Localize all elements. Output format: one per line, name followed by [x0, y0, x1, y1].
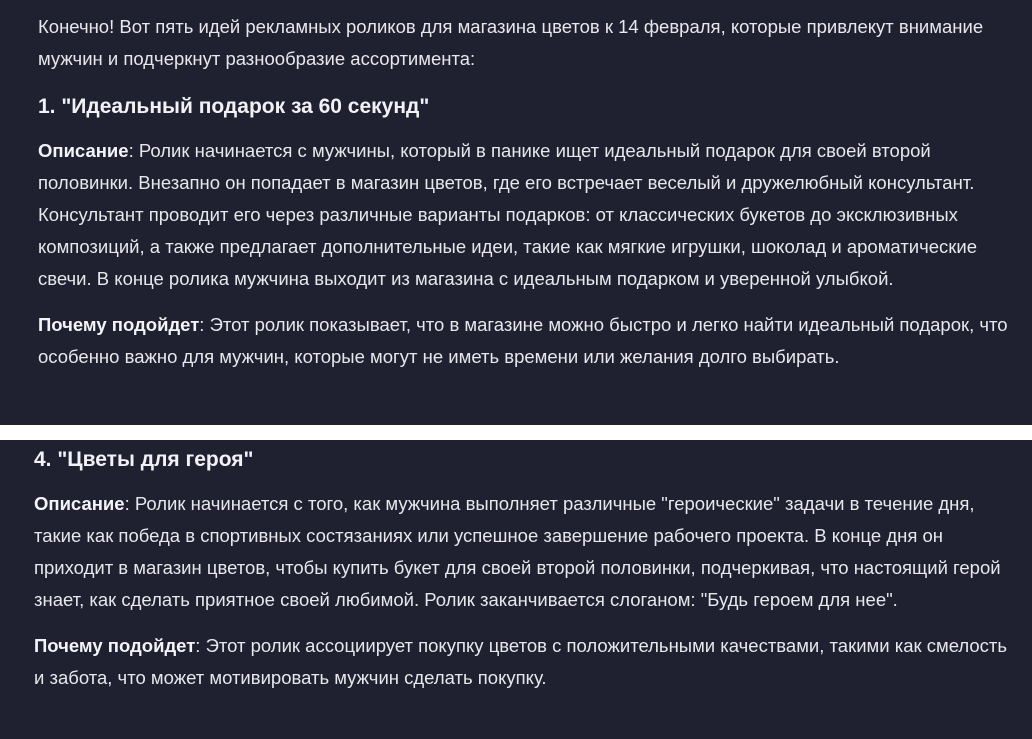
- description-text: : Ролик начинается с того, как мужчина выполняет различные "героические" задачи в течение дня, такие как победа в спортивных состязаниях или успешное завершение рабочего проекта. В конце дня он приходит в магазин цветов, чтобы купить букет для своей второй половинки, подчеркивая, что настоящий герой знает, как сделать приятное своей любимой. Ролик заканчивается слоганом: "Будь героем для нее".: [34, 493, 1001, 610]
- intro-paragraph: Конечно! Вот пять идей рекламных роликов для магазина цветов к 14 февраля, которые привлекут внимание мужчин и подчеркнут разнообразие ассортимента:: [38, 16, 984, 69]
- idea-1-why: [38, 309, 1012, 373]
- why-text: : Этот ролик ассоциирует покупку цветов с положительными качествами, такими как смелость и забота, что может мотивировать мужчин сделать покупку.: [34, 635, 1008, 688]
- why-label: Почему подойдет: [38, 314, 200, 335]
- idea-4-why: [34, 630, 1012, 694]
- why-text: : Этот ролик показывает, что в магазине можно быстро и легко найти идеальный подарок, что особенно важно для мужчин, которые могут не иметь времени или желания долго выбирать.: [38, 314, 1008, 367]
- idea-4-description: [34, 488, 1012, 616]
- why-label: Почему подойдет: [34, 635, 196, 656]
- idea-1-description: [38, 135, 1012, 295]
- description-label: Описание: [34, 493, 125, 514]
- description-text: : Ролик начинается с мужчины, который в панике ищет идеальный подарок для своей второй половинки. Внезапно он попадает в магазин цветов, где его встречает веселый и дружелюбный консультант. Консультант проводит его через различные варианты подарков: от классических букетов до эксклюзивных композиций, а также предлагает дополнительные идеи, такие как мягкие игрушки, шоколад и ароматические свечи. В конце ролика мужчина выходит из магазина с идеальным подарком и уверенной улыбкой.: [38, 140, 978, 289]
- idea-1-heading: 1. "Идеальный подарок за 60 секунд": [38, 95, 430, 118]
- idea-4-heading: 4. "Цветы для героя": [34, 448, 254, 471]
- chat-message-bottom: [0, 440, 1032, 739]
- description-label: Описание: [38, 140, 129, 161]
